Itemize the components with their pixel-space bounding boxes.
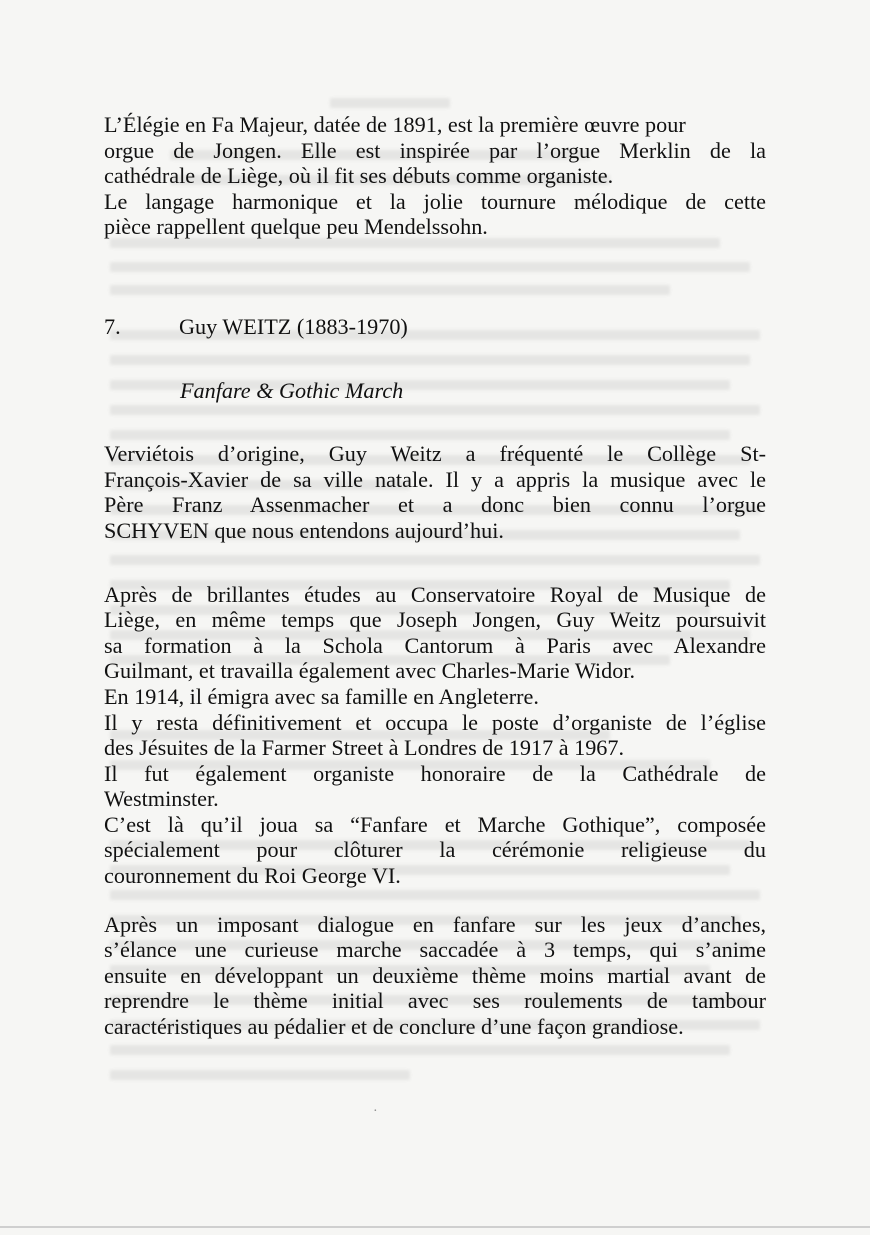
text-line: Guilmant, et travailla également avec Charles-Marie Widor. xyxy=(104,658,635,684)
text-line: C’est là qu’il joua sa “Fanfare et Marche Gothique”, composée xyxy=(104,811,766,837)
spacer xyxy=(104,889,766,912)
text-line: des Jésuites de la Farmer Street à Londres de 1917 à 1967. xyxy=(104,735,625,761)
text-line: Après de brillantes études au Conservatoire Royal de Musique de xyxy=(104,581,766,607)
section-number: 7. xyxy=(104,313,121,339)
text-line: couronnement du Roi George VI. xyxy=(104,863,401,889)
text-line: Il y resta définitivement et occupa le poste d’organiste de l’église xyxy=(104,709,766,735)
section-heading xyxy=(104,314,766,340)
page-mark: · xyxy=(373,1104,378,1119)
text-line: Verviétois d’origine, Guy Weitz a fréquenté le Collège St- xyxy=(104,441,766,467)
scan-edge xyxy=(0,1226,870,1228)
spacer xyxy=(104,240,766,314)
text-line: En 1914, il émigra avec sa famille en Angleterre. xyxy=(104,683,539,709)
spacer xyxy=(104,340,766,378)
composer-name: Guy WEITZ (1883-1970) xyxy=(179,313,408,339)
work-title: Fanfare & Gothic March xyxy=(180,377,404,403)
text-line: Après un imposant dialogue en fanfare sur les jeux d’anches, xyxy=(104,911,766,937)
text-line: Le langage harmonique et la jolie tournure mélodique de cette xyxy=(104,188,766,214)
text-line: sa formation à la Schola Cantorum à Paris avec Alexandre xyxy=(104,632,766,658)
text-line: s’élance une curieuse marche saccadée à 3 temps, qui s’anime xyxy=(104,937,766,963)
spacer xyxy=(104,544,766,582)
paragraph-career xyxy=(104,582,766,889)
paragraph-elegie xyxy=(104,112,766,240)
text-line: spécialement pour clôturer la cérémonie religieuse du xyxy=(104,837,766,863)
text-line: cathédrale de Liège, où il fit ses débuts comme organiste. xyxy=(104,163,614,189)
text-line: Père Franz Assenmacher et a donc bien connu l’orgue xyxy=(104,492,766,518)
text-line: ensuite en développant un deuxième thème moins martial avant de xyxy=(104,962,766,988)
text-line: pièce rappellent quelque peu Mendelssohn. xyxy=(104,214,488,240)
text-line: Il fut également organiste honoraire de la Cathédrale de xyxy=(104,760,766,786)
spacer xyxy=(104,403,766,441)
text-line: Westminster. xyxy=(104,786,219,812)
text-line: orgue de Jongen. Elle est inspirée par l’orgue Merklin de la xyxy=(104,137,766,163)
text-line: L’Élégie en Fa Majeur, datée de 1891, est la première œuvre pour xyxy=(104,112,686,137)
text-line: François-Xavier de sa ville natale. Il y a appris la musique avec le xyxy=(104,466,766,492)
document-page xyxy=(104,112,766,1040)
paragraph-origins xyxy=(104,441,766,543)
text-line: SCHYVEN que nous entendons aujourd’hui. xyxy=(104,517,504,543)
text-line: reprendre le thème initial avec ses roulements de tambour xyxy=(104,988,766,1014)
text-line: Liège, en même temps que Joseph Jongen, Guy Weitz poursuivit xyxy=(104,607,766,633)
paragraph-description xyxy=(104,912,766,1040)
text-line: caractéristiques au pédalier et de conclure d’une façon grandiose. xyxy=(104,1014,684,1040)
